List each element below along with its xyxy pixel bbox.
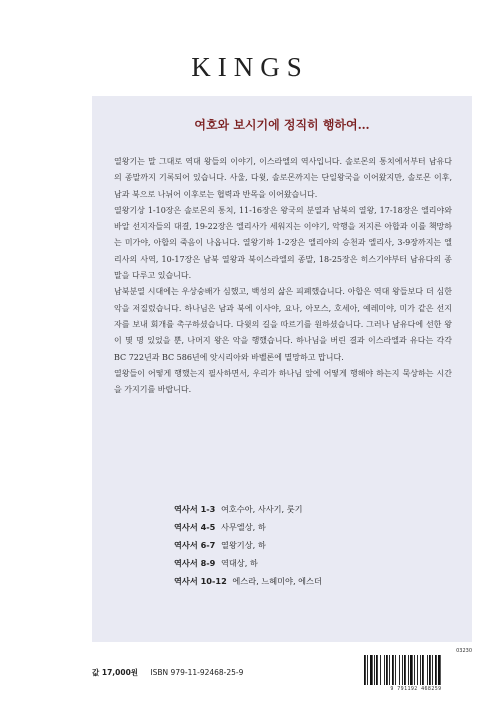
series-item [174, 572, 322, 590]
tagline: 여호와 보시기에 정직히 행하여… [194, 118, 370, 132]
series-volume: 역사서 8-9 [174, 558, 216, 568]
barcode [360, 648, 472, 694]
series-volume: 역사서 10-12 [174, 576, 227, 586]
description-paragraph: 남북분열 시대에는 우상숭배가 심했고, 백성의 삶은 피폐했습니다. 아합은 역대 왕들보다 더 심한 악을 저질렀습니다. 하나님은 남과 북에 이사야, 요나, 아모스, 호세아, 예레미야, 미가 같은 선지자를 보내 회개를 촉구하셨습니다. 다윗의 길을 따르기를 원하셨습니다. 그러나 남유다에 선한 왕이 몇 명 있었을 뿐, 나머지 왕은 악을 행했습니다. 하나님을 버린 결과 이스라엘과 유다는 각각 BC 722년과 BC 586년에 앗시리아와 바벨론에 멸망하고 맙니다. [114, 287, 452, 362]
series-list [174, 500, 322, 590]
barcode-bars-icon [360, 655, 472, 685]
series-titles: 여호수아, 사사기, 룻기 [220, 504, 303, 514]
isbn: ISBN 979-11-92468-25-9 [150, 668, 244, 677]
description-paragraph: 열왕들이 어떻게 행했는지 필사하면서, 우리가 하나님 앞에 어떻게 행해야 하는지 묵상하는 시간을 가지기를 바랍니다. [114, 368, 452, 395]
series-titles: 사무엘상, 하 [220, 522, 266, 532]
price: 값 17,000원 [92, 668, 139, 677]
series-volume: 역사서 6-7 [174, 540, 216, 550]
description-body [114, 154, 452, 398]
series-volume: 역사서 4-5 [174, 522, 216, 532]
series-titles: 역대상, 하 [220, 558, 258, 568]
series-titles: 열왕기상, 하 [220, 540, 266, 550]
description-panel [92, 96, 472, 642]
series-titles: 에스라, 느헤미야, 에스더 [232, 576, 322, 586]
book-title: KINGS [191, 52, 309, 82]
series-item [174, 536, 322, 554]
series-item [174, 500, 322, 518]
series-item [174, 518, 322, 536]
price-isbn-line [92, 667, 243, 678]
barcode-digits: 9 791192 468259 [390, 686, 442, 692]
series-item [174, 554, 322, 572]
series-volume: 역사서 1-3 [174, 504, 216, 514]
description-paragraph: 열왕기상 1-10장은 솔로몬의 통치, 11-16장은 왕국의 분열과 남북의 열왕, 17-18장은 엘리야와 바알 선지자들의 대결, 19-22장은 엘리사가 세워지는 이야기, 악행을 저지른 아합과 이를 책망하는 미가야, 아합의 죽음이 나옵니다. 열왕기하 1-2장은 엘리야의 승천과 엘리사, 3-9장까지는 엘리사의 사역, 10-17장은 남북 열왕과 북이스라엘의 종말, 18-25장은 히스기야부터 남유다의 종말을 다루고 있습니다. [114, 205, 452, 281]
barcode-addon: 03230 [456, 648, 472, 654]
description-paragraph: 열왕기는 말 그대로 역대 왕들의 이야기, 이스라엘의 역사입니다. 솔로몬의 통치에서부터 남유다의 종말까지 기록되어 있습니다. 사울, 다윗, 솔로몬까지는 단일왕국을 이어왔지만, 솔로몬 이후, 남과 북으로 나뉘어 이후로는 협력과 반목을 이어왔습니다. [114, 157, 452, 199]
